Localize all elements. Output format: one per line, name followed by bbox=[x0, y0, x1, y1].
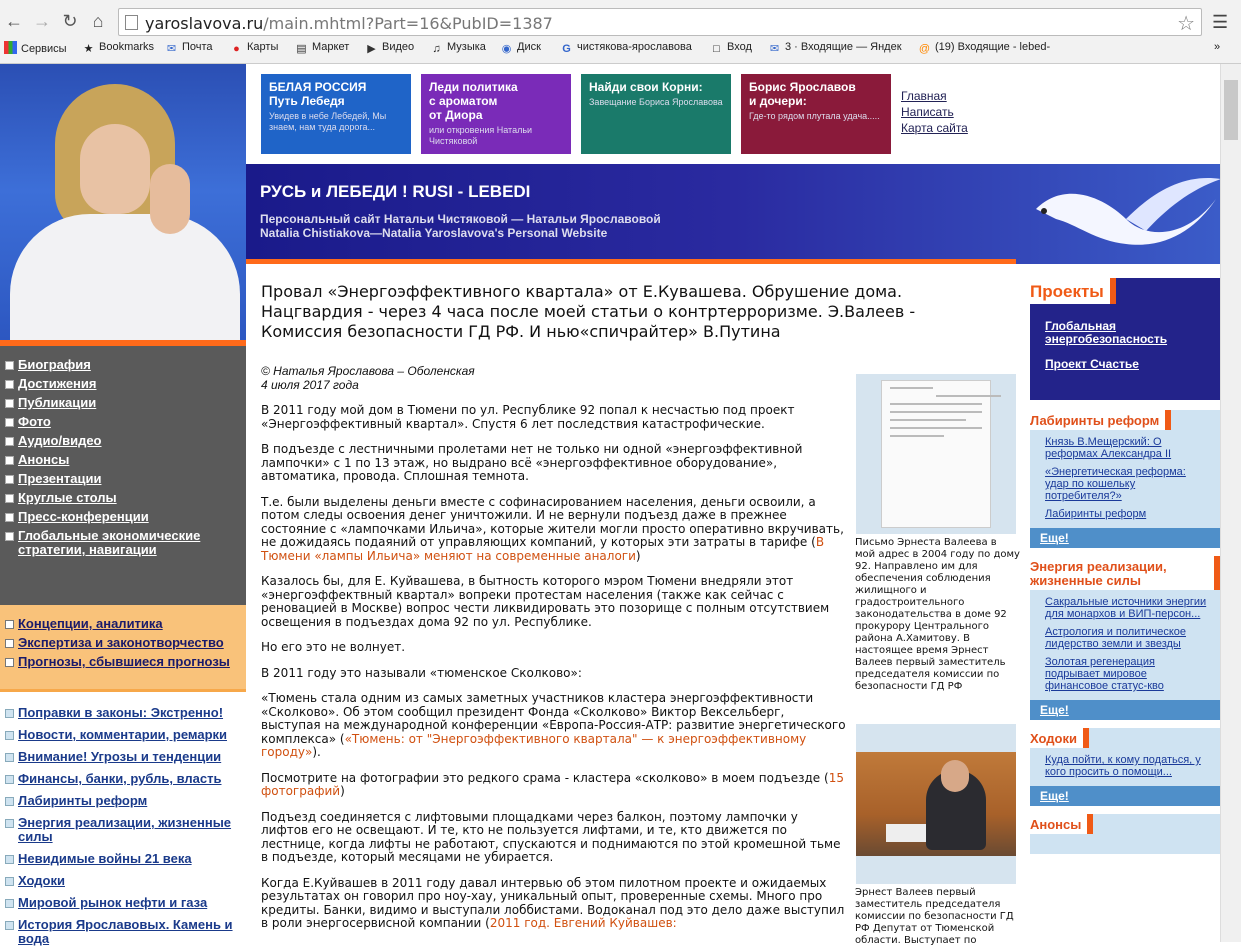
paragraph: Т.е. были выделены деньги вместе с софинасированием населения, деньги освоили, а потом следы освоения денег уничтожили. И не вернули подъезд даже в прежнее состояние с «лампочками Ильича», которые жители могли просто оперативно вкручивать, не дожидаясь подаяний от управляющих компаний, у которых эти затраты в тарифе (В Тюмени «лампы Ильича» меняют на современные аналоги) bbox=[261, 494, 844, 563]
google-icon: G bbox=[562, 43, 571, 55]
more-bookmarks-icon[interactable]: » bbox=[1214, 41, 1221, 53]
swan-image bbox=[1026, 169, 1220, 259]
link-photos[interactable]: 15 фотографий bbox=[261, 770, 844, 798]
paragraph: Когда Е.Куйвашев в 2011 году давал интервью об этом пилотном проекте и ожидаемых результатах он говорил про ноу-хау, уникальный опыт, проверенные схемы. Много про кредиты. Банки, видимо и выступали лоббистами. Водоканал под это дело даже выступил в роли энергосервисной компании (2011 год. Евгений Куйвашев: bbox=[261, 875, 845, 930]
main-menu bbox=[0, 346, 246, 605]
cart-icon: ▤ bbox=[296, 43, 307, 55]
sidebar-link[interactable]: «Энергетическая реформа: удар по кошельку потребителя?» bbox=[1045, 466, 1186, 502]
scrollbar-thumb[interactable] bbox=[1224, 80, 1238, 140]
link-tyumen-article[interactable]: «Тюмень: от "Энергоэффективного квартала" — к энергоэффективному городу» bbox=[261, 731, 807, 759]
paragraph: В 2011 году мой дом в Тюмени по ул. Республике 92 попал к несчастью под проект «Энергоэффективный квартал». Спустя 6 лет последствия катастрофические. bbox=[261, 403, 795, 431]
paragraph: Посмотрите на фотографии это редкого срама - кластера «сколково» в моем подъезде (15 фотографий) bbox=[261, 770, 844, 798]
bookmark-inbox-mail[interactable]: @ (19) Входящие - lebed- bbox=[918, 41, 1051, 55]
mail-icon: ✉ bbox=[769, 43, 780, 55]
bookmarks-bar bbox=[0, 39, 1241, 59]
home-icon[interactable]: ⌂ bbox=[92, 11, 104, 31]
link-kuyvashev-2011[interactable]: 2011 год. Евгений Куйвашев: bbox=[489, 916, 677, 930]
topics-menu bbox=[0, 689, 246, 946]
chrome-menu-icon[interactable]: ☰ bbox=[1212, 12, 1229, 32]
promo-lady-politics[interactable]: Леди политика с ароматом от Диора или откровения Натальи Чистяковой bbox=[421, 74, 571, 154]
site-title: РУСЬ и ЛЕБЕДИ ! RUSI - LEBEDI bbox=[260, 182, 531, 201]
browser-chrome bbox=[0, 0, 1241, 64]
promo-white-russia[interactable]: БЕЛАЯ РОССИЯ Путь Лебедя Увидев в небе Лебедей, Мы знаем, нам туда дорога... bbox=[261, 74, 411, 154]
menu-photo[interactable]: Фото bbox=[0, 415, 246, 429]
section-walkers: Ходоки Куда пойти, к кому податься, у кого просить о помощи... Еще! bbox=[1030, 728, 1220, 806]
promo-find-roots[interactable]: Найди свои Корни: Завещание Бориса Ярославова bbox=[581, 74, 731, 154]
paragraph: «Тюмень стала одним из самых заметных участников кластера энергоэффективности «Сколково». Об этом сообщил президент Фонда «Сколково» Виктор Вексельберг, выступая на международной конференции «Европа-Россия-АТР: развитие энергетического комплекса» («Тюмень: от "Энергоэффективного квартала" — к энергоэффективному городу»). bbox=[261, 691, 846, 759]
link-sitemap[interactable]: Карта сайта bbox=[901, 121, 968, 135]
section-energy: Энергия реализации, жизненные силы Сакральные источники энергии для монархов и ВИП-персон... Астрология и политическое лидерство земли и звезды Золотая регенерация подрывает мировое финансовое статус-кво Еще! bbox=[1030, 556, 1220, 720]
more-link[interactable]: Еще! bbox=[1030, 528, 1220, 548]
bookmark-market[interactable]: ▤ Маркет bbox=[296, 41, 350, 55]
paragraph: В подъезде с лестничными пролетами нет не только ни одной «энергоэффективной лампочки» с 1 по 13 этаж, но выдрано всё «энергоэффективное оборудование», автоматика, провода. Сплошная темнота. bbox=[261, 442, 803, 483]
scrollbar[interactable] bbox=[1220, 64, 1241, 942]
paragraph: Подъезд соединяется с лифтовыми площадками через балкон, поэтому лампочки у лифтов его не освещают. И те, кто не пользуется лифтами, и те, кто движется по лестнице, когда лифты не работают, спускаются и поднимаются по этой кромешной тьме в подъезде, который месяцами не убирается. bbox=[261, 809, 841, 864]
bookmark-disk[interactable]: ◉ Диск bbox=[501, 41, 541, 55]
bookmark-video[interactable]: ▶ Видео bbox=[365, 41, 414, 56]
menu-expertise[interactable]: Экспертиза и законотворчество bbox=[0, 636, 246, 650]
bookmark-music[interactable]: ♫ Музыка bbox=[430, 41, 486, 56]
disk-icon: ◉ bbox=[501, 43, 512, 55]
projects-heading: Проекты bbox=[1030, 278, 1110, 304]
letter-photo[interactable] bbox=[856, 374, 1016, 534]
article-body bbox=[261, 404, 846, 943]
valeev-photo-caption: Эрнест Валеев первый заместитель председателя комиссии по безопасности ГД РФ Депутат от Тюменской области. Выступает по bbox=[855, 887, 1014, 946]
sidebar-link[interactable]: Сакральные источники энергии для монархов и ВИП-персон... bbox=[1045, 596, 1207, 620]
article bbox=[246, 264, 1026, 946]
menu-round-tables[interactable]: Круглые столы bbox=[0, 491, 246, 505]
menu-global-strategies[interactable]: Глобальные экономические стратегии, навигации bbox=[0, 529, 246, 557]
article-title: Провал «Энергоэффективного квартала» от Е.Кувашева. Обрушение дома. Нацгвардия - через 4 часа после моей статьи о контртерроризме. Э.Валеев - Комиссия безопасности ГД РФ. И нью«спичрайтер» В.Путина bbox=[261, 282, 916, 341]
menu-family-history[interactable]: История Ярославовых. Камень и вода bbox=[0, 918, 246, 946]
project-energy-security[interactable]: Глобальная энергобезопасность bbox=[1045, 319, 1168, 346]
menu-biography[interactable]: Биография bbox=[0, 358, 246, 372]
left-column bbox=[0, 64, 246, 946]
projects-box bbox=[1030, 278, 1220, 400]
menu-presentations[interactable]: Презентации bbox=[0, 472, 246, 486]
more-link[interactable]: Еще! bbox=[1030, 786, 1220, 806]
address-bar[interactable] bbox=[118, 8, 1202, 36]
menu-publications[interactable]: Публикации bbox=[0, 396, 246, 410]
menu-law-amendments[interactable]: Поправки в законы: Экстренно! bbox=[0, 706, 246, 720]
paragraph: Казалось бы, для Е. Куйвашева, в бытность которого мэром Тюмени внедряли этот «энергоэффектвный квартал» вопреки протестам населения (также как сейчас с реновацией в Москве) вопрос чести ликвидировать это позорище с полным отсутствием освещения в подъездах дома 92 по ул. Республике. bbox=[261, 574, 830, 629]
site-subtitle: Персональный сайт Натальи Чистяковой — Натальи Ярославовой Natalia Chistiakova—Natalia Yaroslavova's Personal Website bbox=[260, 212, 661, 240]
menu-reform-labyrinths[interactable]: Лабиринты реформ bbox=[0, 794, 246, 808]
star-icon: ★ bbox=[83, 43, 94, 55]
link-home[interactable]: Главная bbox=[901, 89, 947, 103]
right-sidebar bbox=[1030, 278, 1220, 942]
menu-energy[interactable]: Энергия реализации, жизненные силы bbox=[0, 816, 246, 844]
valeev-photo[interactable] bbox=[856, 724, 1016, 884]
sidebar-link[interactable]: Куда пойти, к кому податься, у кого просить о помощи... bbox=[1045, 754, 1201, 778]
paragraph: В 2011 году это называли «тюменское Сколково»: bbox=[261, 665, 582, 680]
promo-boris-yaroslavov[interactable]: Борис Ярославов и дочери: Где-то рядом плутала удача..... bbox=[741, 74, 891, 154]
menu-walkers[interactable]: Ходоки bbox=[0, 874, 246, 888]
menu-oil-gas[interactable]: Мировой рынок нефти и газа bbox=[0, 896, 246, 910]
more-link[interactable]: Еще! bbox=[1030, 700, 1220, 720]
menu-announcements[interactable]: Анонсы bbox=[0, 453, 246, 467]
map-pin-icon: ● bbox=[233, 43, 240, 55]
section-announcements: Анонсы bbox=[1030, 814, 1220, 854]
url-path: /main.mhtml?Part=16&PubID=1387 bbox=[263, 14, 553, 33]
link-write[interactable]: Написать bbox=[901, 105, 954, 119]
menu-invisible-wars[interactable]: Невидимые войны 21 века bbox=[0, 852, 246, 866]
menu-threats[interactable]: Внимание! Угрозы и тенденции bbox=[0, 750, 246, 764]
menu-achievements[interactable]: Достижения bbox=[0, 377, 246, 391]
bookmark-services[interactable]: Сервисы bbox=[4, 41, 67, 55]
menu-news[interactable]: Новости, комментарии, ремарки bbox=[0, 728, 246, 742]
menu-finance[interactable]: Финансы, банки, рубль, власть bbox=[0, 772, 246, 786]
back-icon[interactable]: ← bbox=[5, 11, 23, 31]
apps-icon bbox=[4, 41, 17, 54]
bookmark-search[interactable]: G чистякова-ярославова bbox=[560, 41, 692, 56]
top-promo-bar bbox=[246, 64, 1220, 164]
bookmark-maps[interactable]: ● Карты bbox=[230, 41, 278, 56]
letter-photo-caption: Письмо Эрнеста Валеева в мой адрес в 2004 году по дому 92. Направлено им для обеспечения соблюдения жилищного и градостроительного законодательства в доме 92 прокурору Центрального района А.Хамитову. В настоящее время Эрнест Валеев первый заместитель председателя комиссии по безопасности ГД РФ bbox=[855, 537, 1020, 692]
reload-icon[interactable]: ↻ bbox=[62, 11, 78, 31]
bookmark-bookmarks[interactable]: ★ Bookmarks bbox=[83, 41, 155, 55]
author-portrait bbox=[0, 64, 246, 346]
forward-icon[interactable]: → bbox=[33, 11, 51, 31]
play-icon: ▶ bbox=[367, 43, 376, 55]
paragraph: Но его это не волнует. bbox=[261, 640, 406, 654]
analytics-menu bbox=[0, 605, 246, 689]
menu-forecasts[interactable]: Прогнозы, сбывшиеся прогнозы bbox=[0, 655, 246, 669]
menu-concepts[interactable]: Концепции, аналитика bbox=[0, 617, 246, 631]
section-reforms: Лабиринты реформ Князь В.Мещерский: О реформах Александра II «Энергетическая реформа: удар по кошельку потребителя?» Лабиринты реформ Еще! bbox=[1030, 410, 1220, 548]
menu-audio-video[interactable]: Аудио/видео bbox=[0, 434, 246, 448]
sidebar-link[interactable]: Астрология и политическое лидерство земли и звезды bbox=[1045, 626, 1186, 650]
bookmark-mail[interactable]: ✉ Почта bbox=[166, 41, 213, 55]
bookmark-star-icon[interactable]: ☆ bbox=[1177, 13, 1195, 35]
page-icon bbox=[125, 15, 138, 30]
bookmark-login[interactable]: □ Вход bbox=[710, 41, 752, 56]
menu-press-conferences[interactable]: Пресс-конференции bbox=[0, 510, 246, 524]
top-links bbox=[901, 88, 968, 136]
sidebar-link[interactable]: Золотая регенерация подрывает мировое финансовое статус-кво bbox=[1045, 656, 1164, 692]
project-happiness[interactable]: Проект Счастье bbox=[1045, 357, 1139, 371]
article-byline: © Наталья Ярославова – Оболенская 4 июля 2017 года bbox=[261, 364, 475, 392]
at-icon: @ bbox=[918, 43, 931, 55]
url-domain: yaroslavova.ru bbox=[145, 14, 264, 33]
music-icon: ♫ bbox=[432, 43, 441, 55]
page-icon: □ bbox=[713, 43, 720, 55]
link-lamps-article[interactable]: В Тюмени «лампы Ильича» меняют на современные аналоги bbox=[261, 535, 825, 563]
sidebar-link[interactable]: Лабиринты реформ bbox=[1045, 508, 1147, 520]
sidebar-link[interactable]: Князь В.Мещерский: О реформах Александра II bbox=[1045, 436, 1172, 460]
bookmark-inbox-yandex[interactable]: ✉ 3 · Входящие — Яндек bbox=[769, 41, 902, 55]
mail-icon: ✉ bbox=[166, 43, 177, 55]
site-banner bbox=[246, 164, 1220, 264]
